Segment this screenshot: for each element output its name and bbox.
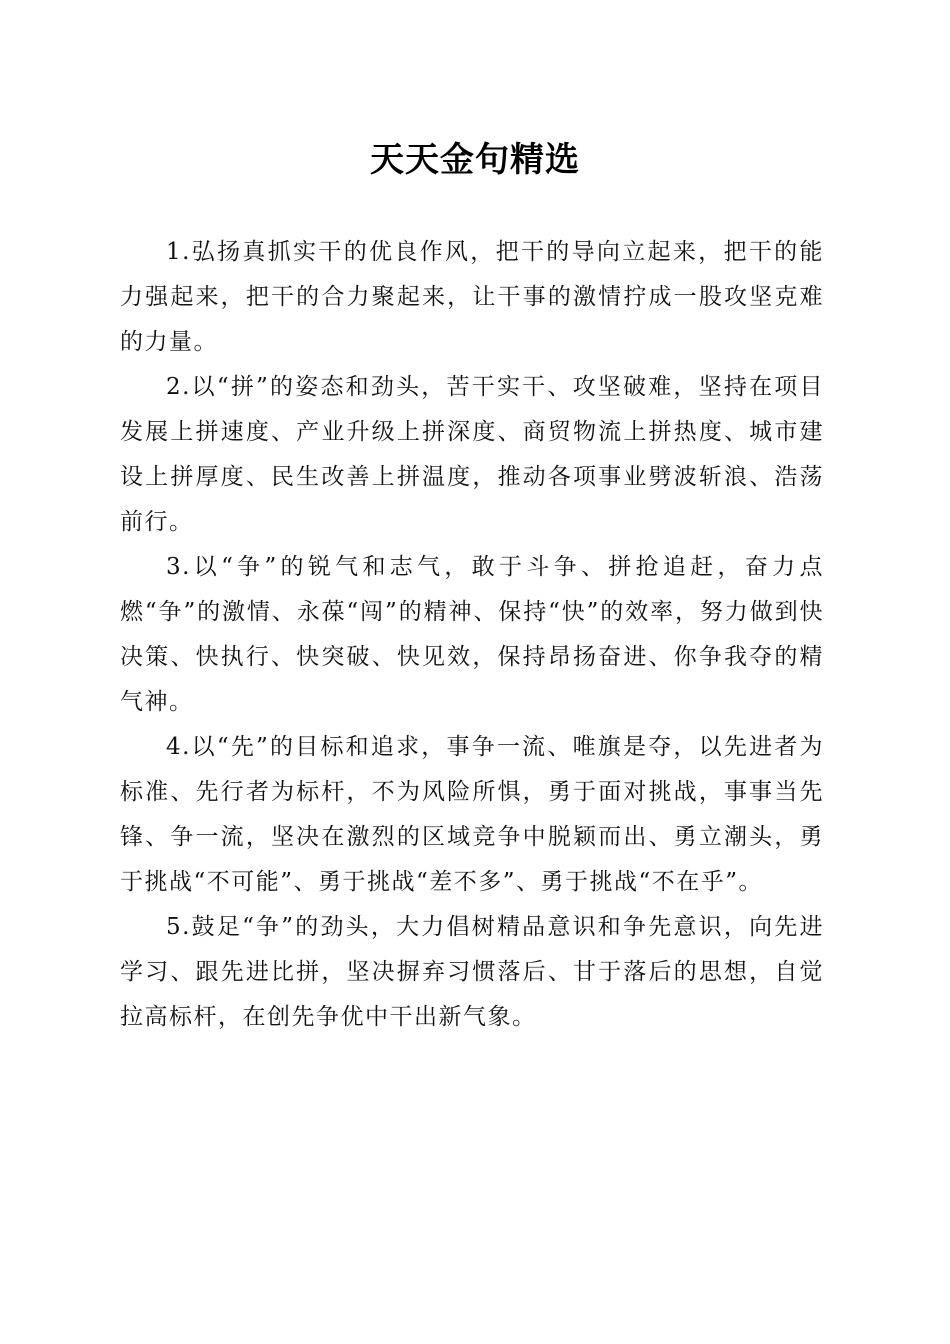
paragraph-5: 5.鼓足“争”的劲头，大力倡树精品意识和争先意识，向先进学习、跟先进比拼，坚决摒弃习惯落后、甘于落后的思想，自觉拉高标杆，在创先争优中干出新气象。: [120, 914, 824, 1030]
paragraph-1: 1.弘扬真抓实干的优良作风，把干的导向立起来，把干的能力强起来，把干的合力聚起来，让干事的激情拧成一股攻坚克难的力量。: [120, 239, 824, 355]
paragraph-2: 2.以“拼”的姿态和劲头，苦干实干、攻坚破难，坚持在项目发展上拼速度、产业升级上拼深度、商贸物流上拼热度、城市建设上拼厚度、民生改善上拼温度，推动各项事业劈波斩浪、浩荡前行。: [120, 374, 824, 535]
document-body: [120, 230, 824, 1040]
paragraph-3: 3.以“争”的锐气和志气，敢于斗争、拼抢追赶，奋力点燃“争”的激情、永葆“闯”的精神、保持“快”的效率，努力做到快决策、快执行、快突破、快见效，保持昂扬奋进、你争我夺的精气神。: [120, 554, 824, 715]
paragraph-4: 4.以“先”的目标和追求，事争一流、唯旗是夺，以先进者为标准、先行者为标杆，不为风险所惧，勇于面对挑战，事事当先锋、争一流，坚决在激烈的区域竞争中脱颖而出、勇立潮头，勇于挑战“不可能”、勇于挑战“差不多”、勇于挑战“不在乎”。: [120, 734, 824, 895]
document-title: 天天金句精选: [370, 140, 580, 180]
